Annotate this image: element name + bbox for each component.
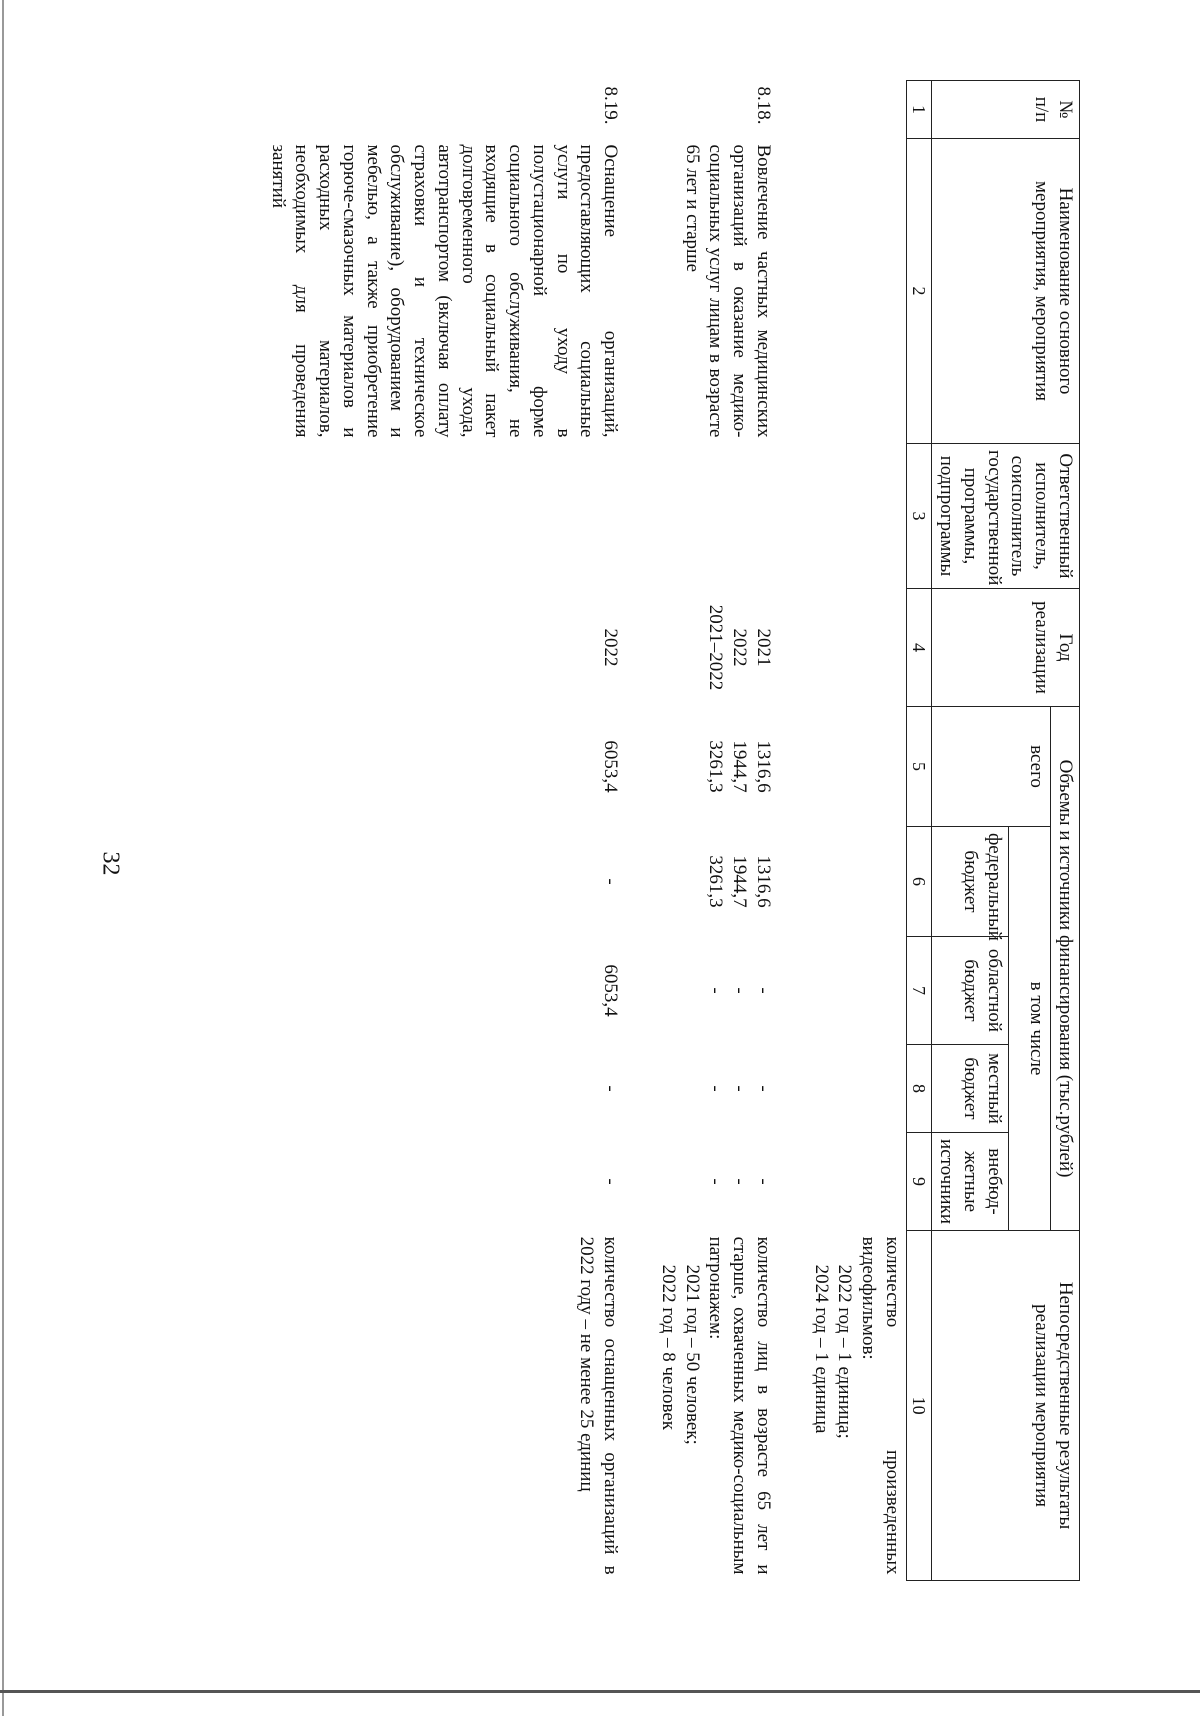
row-total-value: 1316,6	[753, 740, 774, 793]
row-extra	[264, 1133, 624, 1231]
row-gap	[777, 81, 807, 1581]
table-body	[264, 81, 907, 1581]
col-number: 9	[907, 1133, 933, 1231]
header-year: Год реализации	[932, 589, 1080, 707]
scan-edge-bottom	[0, 1690, 1200, 1693]
row-regional-value: -	[753, 987, 774, 994]
header-responsible: Ответственный исполнитель, соисполнитель государственной программы, подпрограммы	[932, 444, 1080, 589]
row-extra-value: -	[729, 1178, 751, 1185]
row-extra	[654, 1133, 777, 1231]
row-num	[807, 81, 907, 139]
row-name: Вовлечение частных медицинских организаций в оказание медико-социальных услуг лицам в возрасте 65 лет и старше	[681, 144, 774, 438]
row-year	[264, 589, 624, 707]
header-name: Наименование основного мероприятия, мероприятия	[932, 139, 1080, 444]
row-local-value: -	[753, 1085, 774, 1092]
col-number: 4	[907, 589, 933, 707]
row-federal	[807, 827, 907, 937]
results-text: количество произведенных видеофильмов:	[858, 1236, 903, 1575]
row-federal-value: -	[600, 878, 622, 885]
row-total-value: 6053,4	[600, 740, 622, 793]
row-regional	[807, 937, 907, 1045]
col-number: 10	[907, 1231, 933, 1581]
row-total	[264, 707, 624, 827]
row-regional-value: -	[729, 987, 751, 994]
row-local-value: -	[600, 1085, 622, 1092]
table-row	[654, 81, 777, 1581]
row-local-value: -	[705, 1085, 727, 1092]
results-line: 2022 год – 8 человек	[658, 1264, 679, 1430]
row-num: 8.19.	[600, 86, 622, 125]
header-funding: Объемы и источники финансирования (тыс.рублей)	[1051, 707, 1080, 1231]
rotated-page	[0, 80, 1080, 1580]
row-year	[807, 589, 907, 707]
col-number: 1	[907, 81, 933, 139]
row-regional-value: 6053,4	[600, 964, 622, 1017]
row-year	[654, 589, 777, 707]
col-number: 6	[907, 827, 933, 937]
row-total	[654, 707, 777, 827]
gap-cell	[624, 81, 654, 1581]
row-num: 8.18.	[753, 86, 774, 125]
results-line: 2024 год – 1 единица	[810, 1264, 832, 1434]
results-text: количество оснащенных организаций в 2022 году – не менее 25 единиц	[576, 1236, 622, 1575]
row-extra-value: -	[705, 1178, 727, 1185]
col-number: 7	[907, 937, 933, 1045]
row-federal-value: 1316,6	[753, 855, 774, 908]
row-total-value: 1944,7	[729, 740, 751, 793]
row-federal	[264, 827, 624, 937]
row-federal	[654, 827, 777, 937]
header-results: Непосредственные результаты реализации мероприятия	[932, 1231, 1080, 1581]
row-local-value: -	[729, 1085, 751, 1092]
col-number: 2	[907, 139, 933, 444]
header-regional: областной бюджет	[932, 937, 1008, 1045]
row-results	[264, 1231, 624, 1581]
row-regional	[264, 937, 624, 1045]
row-responsible	[264, 444, 624, 589]
page-number: 32	[97, 851, 124, 876]
header-federal: федеральный бюджет	[932, 827, 1008, 937]
header-num: № п/п	[932, 81, 1080, 139]
header-total: всего	[932, 707, 1051, 827]
row-local	[807, 1045, 907, 1133]
table-row	[264, 81, 624, 1581]
program-table	[264, 80, 1080, 1581]
row-total-value: 3261,3	[705, 740, 727, 793]
header-including: в том числе	[1008, 827, 1051, 1231]
row-name	[807, 139, 907, 444]
col-number: 8	[907, 1045, 933, 1133]
row-name: Оснащение организаций, предоставляющих социальные услуги по уходу в полустационарной форме социального обслуживания, не входящие в социальный пакет долговременного ухода, автотранспортом (включая оплату страховки и техническое обслуживание), оборудованием и мебелью, а также приобретение горюче-смазочных материалов и расходных материалов, необходимых для проведения занятий	[267, 144, 622, 438]
row-results	[807, 1231, 907, 1581]
row-federal-value: 1944,7	[729, 855, 751, 908]
row-regional	[654, 937, 777, 1045]
row-year-value: 2021–2022	[705, 604, 727, 691]
row-year-value: 2022	[729, 628, 751, 667]
col-number: 5	[907, 707, 933, 827]
row-local	[654, 1045, 777, 1133]
row-regional-value: -	[705, 987, 727, 994]
row-extra-value: -	[753, 1178, 774, 1185]
results-text: количество лиц в возрасте 65 лет и старше, охваченных медико-социальным патронажем:	[705, 1236, 774, 1575]
row-responsible	[807, 444, 907, 589]
results-line: 2022 год – 1 единица;	[834, 1264, 856, 1439]
row-total	[807, 707, 907, 827]
table-row	[807, 81, 907, 1581]
gap-cell	[777, 81, 807, 1581]
row-local	[264, 1045, 624, 1133]
header-extra: внебюд-жетные источники	[932, 1133, 1008, 1231]
row-year-value: 2022	[600, 628, 622, 667]
col-number: 3	[907, 444, 933, 589]
row-results	[654, 1231, 777, 1581]
row-gap	[624, 81, 654, 1581]
row-responsible	[654, 444, 777, 589]
header-local: местный бюджет	[932, 1045, 1008, 1133]
row-year-value: 2021	[753, 628, 774, 667]
row-extra-value: -	[600, 1178, 622, 1185]
row-extra	[807, 1133, 907, 1231]
results-line: 2021 год – 50 человек;	[681, 1264, 703, 1445]
row-federal-value: 3261,3	[705, 855, 727, 908]
